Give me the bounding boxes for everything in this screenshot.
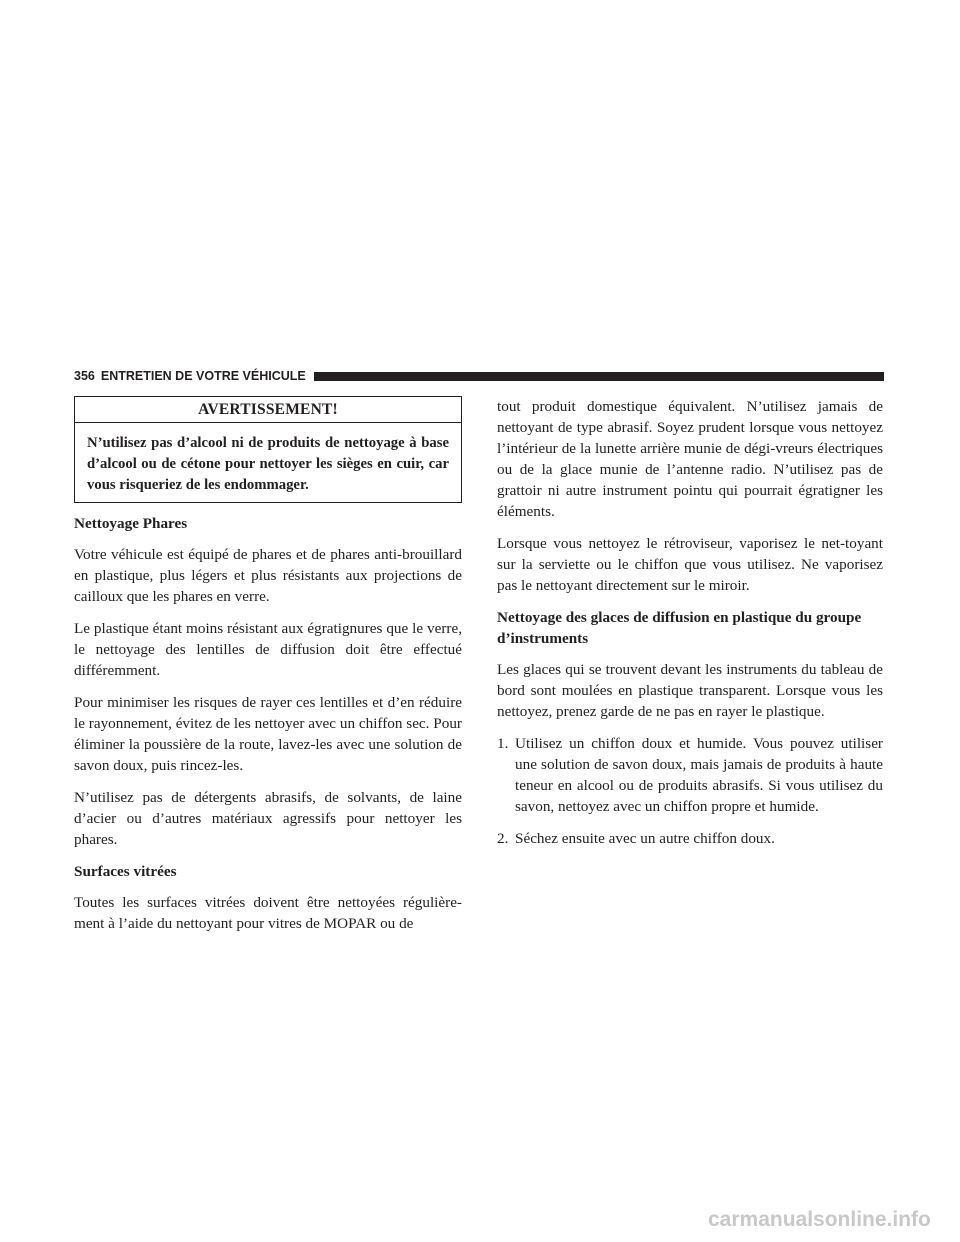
step-number: 2.: [497, 830, 509, 847]
heading-surfaces-vitrees: Surfaces vitrées: [74, 863, 177, 880]
cleaning-steps-list: [497, 733, 883, 849]
paragraph-detergents-abrasifs: N’utilisez pas de détergents abrasifs, de solvants, de laine d’acier ou d’autres matériaux agressifs pour nettoyer les phares.: [74, 789, 462, 848]
page-header: [74, 368, 884, 384]
watermark: carmanualsonline.info: [708, 1208, 931, 1231]
page-number: 356: [74, 369, 95, 383]
section-title: ENTRETIEN DE VOTRE VÉHICULE: [100, 369, 306, 383]
paragraph-surfaces-vitrees: Toutes les surfaces vitrées doivent être nettoyées régulière-ment à l’aide du nettoyant pour vitres de MOPAR ou de: [74, 894, 462, 932]
warning-box: [74, 396, 462, 503]
left-column: [74, 396, 462, 945]
paragraph-produit-domestique: tout produit domestique équivalent. N’utilisez jamais de nettoyant de type abrasif. Soyez prudent lorsque vous nettoyez l’intérieur de la lunette arrière munie de dégi-vreurs électriques ou de la glace munie de l’antenne radio. N’utilisez pas de grattoir ni autre instrument pointu qui pourrait égratigner les éléments.: [497, 398, 883, 520]
paragraph-phares-plastique: Votre véhicule est équipé de phares et de phares anti-brouillard en plastique, plus légers et plus résistants aux projections de cailloux que les phares en verre.: [74, 546, 462, 605]
step-number: 1.: [497, 735, 509, 752]
list-item: [497, 828, 883, 849]
paragraph-minimiser-risques: Pour minimiser les risques de rayer ces lentilles et d’en réduire le rayonnement, évitez de les nettoyer avec un chiffon sec. Pour éliminer la poussière de la route, lavez-les avec une solution de savon doux, puis rincez-les.: [74, 694, 462, 774]
header-rule: [314, 372, 884, 381]
paragraph-retroviseur: Lorsque vous nettoyez le rétroviseur, vaporisez le net-toyant sur la serviette ou le chiffon que vous utilisez. Ne vaporisez pas le nettoyant directement sur le miroir.: [497, 535, 883, 594]
step-text: Utilisez un chiffon doux et humide. Vous pouvez utiliser une solution de savon doux, mais jamais de produits à haute teneur en alcool ou de produits abrasifs. Si vous utilisez du savon, nettoyez avec un chiffon propre et humide.: [515, 735, 883, 815]
list-item: [497, 733, 883, 817]
right-column: [497, 396, 883, 860]
warning-body: N’utilisez pas d’alcool ni de produits de nettoyage à base d’alcool ou de cétone pour nettoyer les sièges en cuir, car vous risqueriez de les endommager.: [87, 435, 449, 493]
paragraph-plastique-egratignures: Le plastique étant moins résistant aux égratignures que le verre, le nettoyage des lentilles de diffusion doit être effectué différemment.: [74, 620, 462, 679]
step-text: Séchez ensuite avec un autre chiffon doux.: [515, 830, 775, 847]
warning-title: AVERTISSEMENT!: [75, 397, 461, 423]
heading-glaces-diffusion: Nettoyage des glaces de diffusion en plastique du groupe d’instruments: [497, 609, 862, 647]
heading-nettoyage-phares: Nettoyage Phares: [74, 515, 188, 532]
paragraph-glaces-instruments: Les glaces qui se trouvent devant les instruments du tableau de bord sont moulées en plastique transparent. Lorsque vous les nettoyez, prenez garde de ne pas en rayer le plastique.: [497, 661, 883, 720]
